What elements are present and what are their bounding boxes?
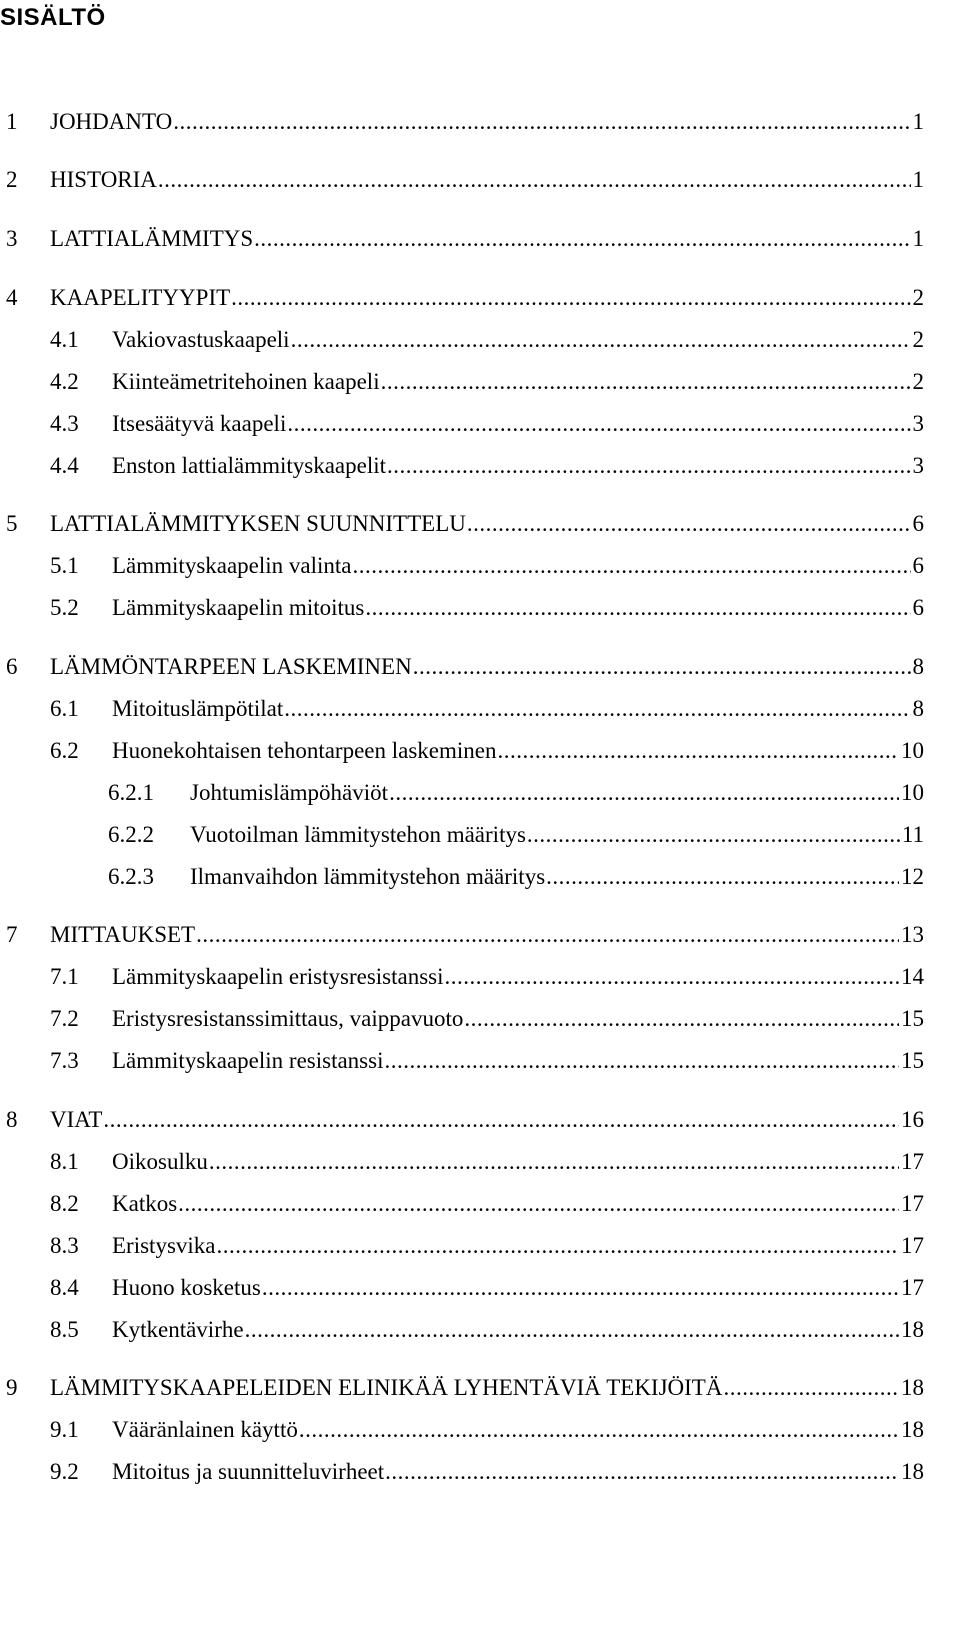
toc-entry-number: 7.3 [50, 1048, 79, 1073]
toc-entry-page-number: 14 [899, 960, 924, 994]
toc-entry-link[interactable] [112, 734, 924, 768]
toc-entry-number: 8.2 [50, 1191, 79, 1216]
toc-entry-title: Enston lattialämmityskaapelit [112, 449, 387, 483]
toc-entry-title: VIAT [50, 1103, 103, 1137]
toc-entry[interactable] [0, 449, 924, 483]
toc-entry[interactable] [0, 650, 924, 684]
toc-entry-link[interactable] [112, 407, 924, 441]
toc-entry[interactable] [0, 105, 924, 139]
toc-entry-title: Vakiovastuskaapeli [112, 323, 291, 357]
toc-entry-number: 9.1 [50, 1417, 79, 1442]
toc-entry-page-number: 3 [911, 407, 925, 441]
toc-entry[interactable] [0, 960, 924, 994]
toc-entry-title: Vääränlainen käyttö [112, 1413, 299, 1447]
dot-leader [527, 818, 900, 852]
toc-entry-page-number: 18 [899, 1313, 924, 1347]
toc-entry-title: JOHDANTO [50, 105, 173, 139]
toc-entry-link[interactable] [50, 650, 924, 684]
toc-entry-link[interactable] [190, 818, 924, 852]
toc-entry-link[interactable] [112, 591, 924, 625]
toc-entry-page-number: 13 [899, 918, 924, 952]
toc-entry[interactable] [0, 163, 924, 197]
toc-entry-page-number: 18 [899, 1413, 924, 1447]
toc-entry-number: 7.1 [50, 964, 79, 989]
toc-entry[interactable] [0, 591, 924, 625]
toc-entry-page-number: 17 [899, 1229, 924, 1263]
toc-entry-page-number: 3 [911, 449, 925, 483]
toc-entry[interactable] [0, 776, 924, 810]
toc-entry-title: Lämmityskaapelin eristysresistanssi [112, 960, 445, 994]
toc-entry-link[interactable] [112, 549, 924, 583]
dot-leader [231, 281, 910, 315]
toc-entry[interactable] [0, 1044, 924, 1078]
toc-entry[interactable] [0, 507, 924, 541]
dot-leader [209, 1145, 899, 1179]
toc-entry-page-number: 12 [899, 860, 924, 894]
dot-leader [385, 1455, 899, 1489]
toc-entry-number: 6.2 [50, 738, 79, 763]
toc-entry-number: 9.2 [50, 1459, 79, 1484]
toc-entry-title: Lämmityskaapelin valinta [112, 549, 353, 583]
toc-entry-title: MITTAUKSET [50, 918, 196, 952]
toc-entry-page-number: 2 [911, 323, 925, 357]
toc-entry-title: Kytkentävirhe [112, 1313, 245, 1347]
toc-entry[interactable] [0, 1413, 924, 1447]
toc-entry-number: 8.4 [50, 1275, 79, 1300]
dot-leader [381, 365, 911, 399]
dot-leader [467, 507, 911, 541]
dot-leader [389, 776, 899, 810]
toc-entry-page-number: 6 [911, 507, 925, 541]
toc-entry-link[interactable] [50, 281, 924, 315]
dot-leader [158, 163, 911, 197]
toc-entry[interactable] [0, 365, 924, 399]
toc-entry-link[interactable] [50, 1103, 924, 1137]
toc-entry-title: Katkos [112, 1187, 178, 1221]
dot-leader [546, 860, 899, 894]
dot-leader [245, 1313, 899, 1347]
toc-entry-page-number: 1 [911, 222, 925, 256]
toc-entry-title: Oikosulku [112, 1145, 209, 1179]
dot-leader [299, 1413, 899, 1447]
dot-leader [173, 105, 910, 139]
toc-entry[interactable] [0, 1313, 924, 1347]
dot-leader [498, 734, 900, 768]
toc-entry-number: 6.2.2 [108, 822, 154, 847]
toc-entry-title: LATTIALÄMMITYS [50, 222, 254, 256]
dot-leader [384, 1044, 899, 1078]
toc-entry-page-number: 10 [899, 776, 924, 810]
toc-entry-number: 4.1 [50, 327, 79, 352]
toc-entry[interactable] [0, 692, 924, 726]
toc-entry-number: 8.5 [50, 1317, 79, 1342]
toc-entry-link[interactable] [112, 1002, 924, 1036]
toc-entry-title: HISTORIA [50, 163, 158, 197]
toc-entry[interactable] [0, 222, 924, 256]
dot-leader [178, 1187, 899, 1221]
dot-leader [464, 1002, 899, 1036]
toc-entry-number: 7.2 [50, 1006, 79, 1031]
toc-entry-number: 4.2 [50, 369, 79, 394]
toc-entry-number: 2 [6, 167, 18, 192]
toc-entry-link[interactable] [190, 860, 924, 894]
toc-entry-page-number: 6 [911, 591, 925, 625]
toc-entry-title: Ilmanvaihdon lämmitystehon määritys [190, 860, 546, 894]
toc-entry-page-number: 8 [911, 692, 925, 726]
toc-entry-page-number: 11 [900, 818, 924, 852]
toc-entry-link[interactable] [112, 1313, 924, 1347]
toc-entry-link[interactable] [112, 365, 924, 399]
toc-entry-title: Eristysresistanssimittaus, vaippavuoto [112, 1002, 464, 1036]
toc-entry-page-number: 18 [899, 1455, 924, 1489]
toc-entry-link[interactable] [50, 105, 924, 139]
toc-entry-page-number: 2 [911, 281, 925, 315]
toc-entry-number: 6.2.3 [108, 864, 154, 889]
toc-entry-number: 9 [6, 1375, 18, 1400]
toc-entry-number: 5.1 [50, 553, 79, 578]
toc-entry-number: 5.2 [50, 595, 79, 620]
toc-entry[interactable] [0, 1002, 924, 1036]
dot-leader [254, 222, 910, 256]
toc-entry-title: Huonekohtaisen tehontarpeen laskeminen [112, 734, 498, 768]
toc-entry-number: 4.4 [50, 453, 79, 478]
dot-leader [196, 918, 899, 952]
toc-entry-page-number: 8 [911, 650, 925, 684]
toc-entry[interactable] [0, 1103, 924, 1137]
toc-entry[interactable] [0, 860, 924, 894]
toc-entry-title: Lämmityskaapelin mitoitus [112, 591, 365, 625]
dot-leader [723, 1371, 899, 1405]
toc-entry-title: Mitoituslämpötilat [112, 692, 284, 726]
toc-entry-number: 5 [6, 511, 18, 536]
toc-entry-title: Mitoitus ja suunnitteluvirheet [112, 1455, 385, 1489]
toc-entry-page-number: 6 [911, 549, 925, 583]
toc-entry-title: Eristysvika [112, 1229, 217, 1263]
toc-entry[interactable] [0, 549, 924, 583]
toc-entry-number: 8 [6, 1107, 18, 1132]
dot-leader [387, 449, 910, 483]
toc-entry-title: Vuotoilman lämmitystehon määritys [190, 818, 527, 852]
toc-entry-number: 3 [6, 226, 18, 251]
toc-entry[interactable] [0, 281, 924, 315]
toc-entry[interactable] [0, 323, 924, 357]
dot-leader [445, 960, 899, 994]
dot-leader [284, 692, 910, 726]
toc-entry-link[interactable] [50, 1371, 924, 1405]
toc-entry-title: Itsesäätyvä kaapeli [112, 407, 287, 441]
toc-entry[interactable] [0, 1229, 924, 1263]
toc-entry-link[interactable] [50, 163, 924, 197]
toc-entry[interactable] [0, 1271, 924, 1305]
toc-entry-link[interactable] [112, 1455, 924, 1489]
toc-entry[interactable] [0, 818, 924, 852]
dot-leader [217, 1229, 900, 1263]
toc-entry[interactable] [0, 734, 924, 768]
toc-entry-page-number: 2 [911, 365, 925, 399]
toc-entry-page-number: 17 [899, 1145, 924, 1179]
toc-entry-page-number: 16 [899, 1103, 924, 1137]
toc-entry-page-number: 17 [899, 1187, 924, 1221]
toc-entry-page-number: 1 [911, 105, 925, 139]
page-title: SISÄLTÖ [0, 4, 106, 31]
toc-entry-link[interactable] [112, 692, 924, 726]
toc-entry-number: 1 [6, 109, 18, 134]
toc-entry-title: Huono kosketus [112, 1271, 262, 1305]
dot-leader [413, 650, 911, 684]
toc-entry[interactable] [0, 918, 924, 952]
dot-leader [262, 1271, 899, 1305]
toc-entry-link[interactable] [50, 507, 924, 541]
toc-entry-title: LÄMMÖNTARPEEN LASKEMINEN [50, 650, 413, 684]
toc-entry-number: 4 [6, 285, 18, 310]
toc-entry-number: 8.3 [50, 1233, 79, 1258]
dot-leader [287, 407, 910, 441]
toc-entry-title: KAAPELITYYPIT [50, 281, 231, 315]
toc-entry-link[interactable] [50, 918, 924, 952]
toc-entry-number: 6.1 [50, 696, 79, 721]
toc-entry[interactable] [0, 1455, 924, 1489]
toc-entry[interactable] [0, 1187, 924, 1221]
toc-entry-title: Lämmityskaapelin resistanssi [112, 1044, 384, 1078]
dot-leader [291, 323, 911, 357]
toc-entry-page-number: 15 [899, 1002, 924, 1036]
toc-entry-link[interactable] [112, 449, 924, 483]
toc-entry-number: 7 [6, 922, 18, 947]
toc-entry[interactable] [0, 1145, 924, 1179]
toc-entry[interactable] [0, 407, 924, 441]
toc-entry-title: Johtumislämpöhäviöt [190, 776, 389, 810]
toc-entry[interactable] [0, 1371, 924, 1405]
dot-leader [353, 549, 911, 583]
toc-entry-page-number: 15 [899, 1044, 924, 1078]
toc-entry-number: 4.3 [50, 411, 79, 436]
toc-entry-link[interactable] [112, 1044, 924, 1078]
dot-leader [365, 591, 910, 625]
toc-entry-link[interactable] [112, 960, 924, 994]
toc-entry-number: 8.1 [50, 1149, 79, 1174]
toc-entry-page-number: 1 [911, 163, 925, 197]
toc-entry-link[interactable] [112, 1413, 924, 1447]
toc-entry-link[interactable] [50, 222, 924, 256]
toc-entry-link[interactable] [190, 776, 924, 810]
toc-entry-title: LÄMMITYSKAAPELEIDEN ELINIKÄÄ LYHENTÄVIÄ TEKIJÖITÄ [50, 1371, 723, 1405]
toc-entry-title: Kiinteämetritehoinen kaapeli [112, 365, 381, 399]
toc-entry-link[interactable] [112, 1271, 924, 1305]
toc-entry-page-number: 17 [899, 1271, 924, 1305]
toc-entry-page-number: 10 [899, 734, 924, 768]
toc-entry-link[interactable] [112, 1187, 924, 1221]
toc-entry-number: 6 [6, 654, 18, 679]
toc-entry-link[interactable] [112, 1145, 924, 1179]
toc-entry-link[interactable] [112, 1229, 924, 1263]
toc-entry-number: 6.2.1 [108, 780, 154, 805]
toc-entry-link[interactable] [112, 323, 924, 357]
dot-leader [103, 1103, 899, 1137]
toc-entry-page-number: 18 [899, 1371, 924, 1405]
toc-entry-title: LATTIALÄMMITYKSEN SUUNNITTELU [50, 507, 467, 541]
